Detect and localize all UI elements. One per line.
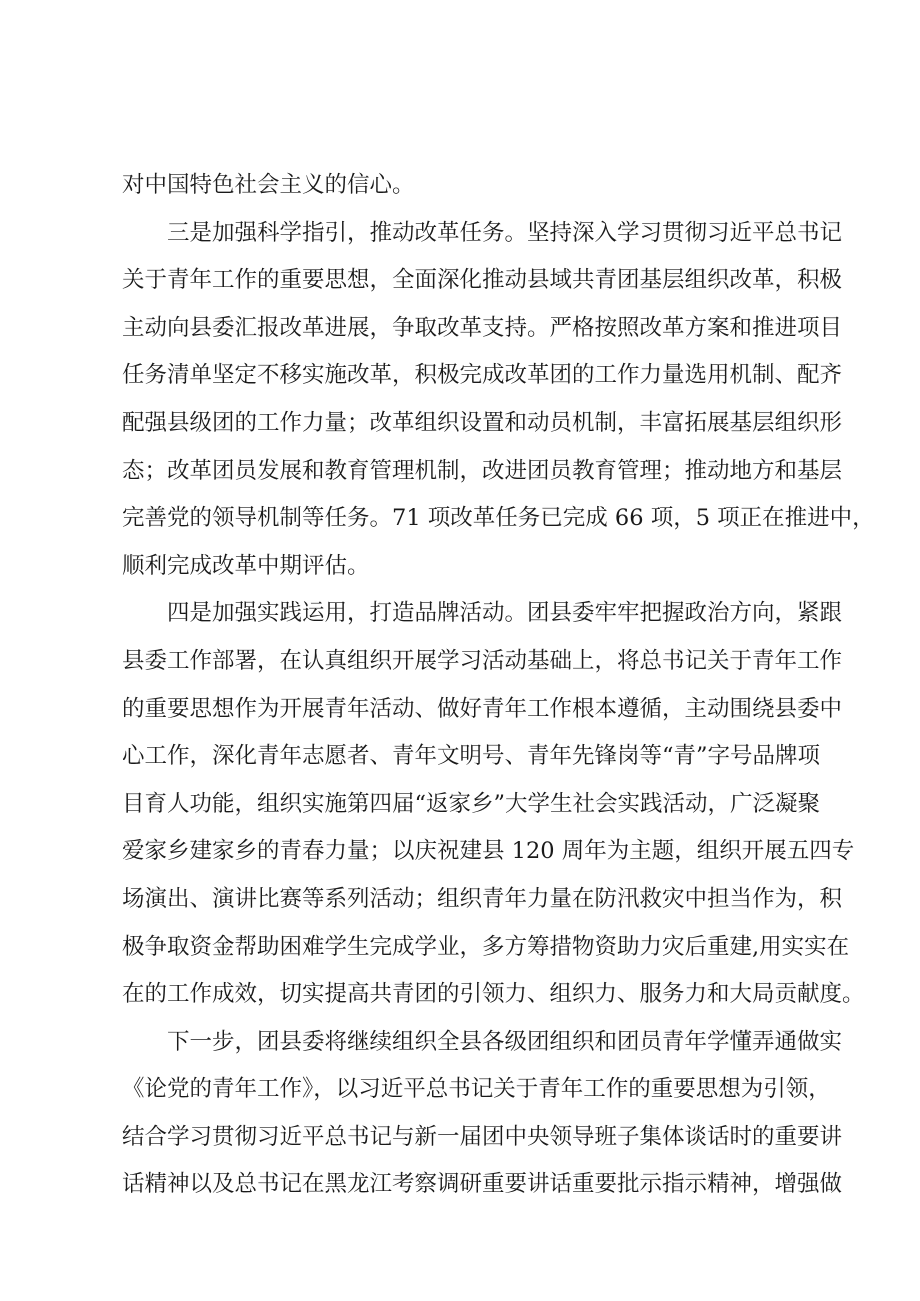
text-line: 配强县级团的工作力量；改革组织设置和动员机制，丰富拓展基层组织形 [122, 409, 843, 436]
text-line: 在的工作成效，切实提高共青团的引领力、组织力、服务力和大局贡献度。 [122, 981, 865, 1008]
paragraph-4 [122, 1019, 843, 1209]
paragraph-1 [122, 162, 826, 210]
text-line: 话精神以及总书记在黑龙江考察调研重要讲话重要批示指示精神，增强做 [122, 1171, 843, 1198]
text-line: 结合学习贯彻习近平总书记与新一届团中央领导班子集体谈话时的重要讲 [122, 1123, 843, 1150]
text-line: 关于青年工作的重要思想，全面深化推动县域共青团基层组织改革，积极 [122, 267, 843, 294]
text-line: 目育人功能，组织实施第四届“返家乡”大学生社会实践活动，广泛凝聚 [122, 790, 821, 817]
text-line: 态；改革团员发展和教育管理机制，改进团员教育管理；推动地方和基层 [122, 457, 843, 484]
paragraph-2 [122, 210, 875, 591]
text-line: 下一步，团县委将继续组织全县各级团组织和团员青年学懂弄通做实 [167, 1028, 843, 1055]
text-line: 县委工作部署，在认真组织开展学习活动基础上，将总书记关于青年工作 [122, 647, 843, 674]
text-line: 对中国特色社会主义的信心。 [122, 172, 415, 198]
text-line: 四是加强实践运用，打造品牌活动。团县委牢牢把握政治方向，紧跟 [167, 600, 843, 627]
text-line: 主动向县委汇报改革进展，争取改革支持。严格按照改革方案和推进项目 [122, 314, 843, 341]
text-line: 的重要思想作为开展青年活动、做好青年工作根本遵循，主动围绕县委中 [122, 695, 843, 722]
text-line: 心工作，深化青年志愿者、青年文明号、青年先锋岗等“青”字号品牌项 [122, 743, 821, 770]
text-line: 三是加强科学指引，推动改革任务。坚持深入学习贯彻习近平总书记 [167, 219, 843, 246]
paragraph-3 [122, 590, 865, 1018]
text-line: 任务清单坚定不移实施改革，积极完成改革团的工作力量选用机制、配齐 [122, 362, 843, 389]
text-line: 《论党的青年工作》，以习近平总书记关于青年工作的重要思想为引领， [122, 1076, 831, 1103]
text-line: 爱家乡建家乡的青春力量；以庆祝建县 120 周年为主题，组织开展五四专 [122, 838, 855, 865]
text-line: 完善党的领导机制等任务。71 项改革任务已完成 66 项，5 项正在推进中， [122, 505, 875, 532]
body-text [122, 162, 875, 1209]
text-line: 极争取资金帮助困难学生完成学业，多方筹措物资助力灾后重建,用实实在 [122, 933, 850, 960]
text-line: 场演出、演讲比赛等系列活动；组织青年力量在防汛救灾中担当作为，积 [122, 885, 843, 912]
text-line: 顺利完成改革中期评估。 [122, 552, 370, 579]
